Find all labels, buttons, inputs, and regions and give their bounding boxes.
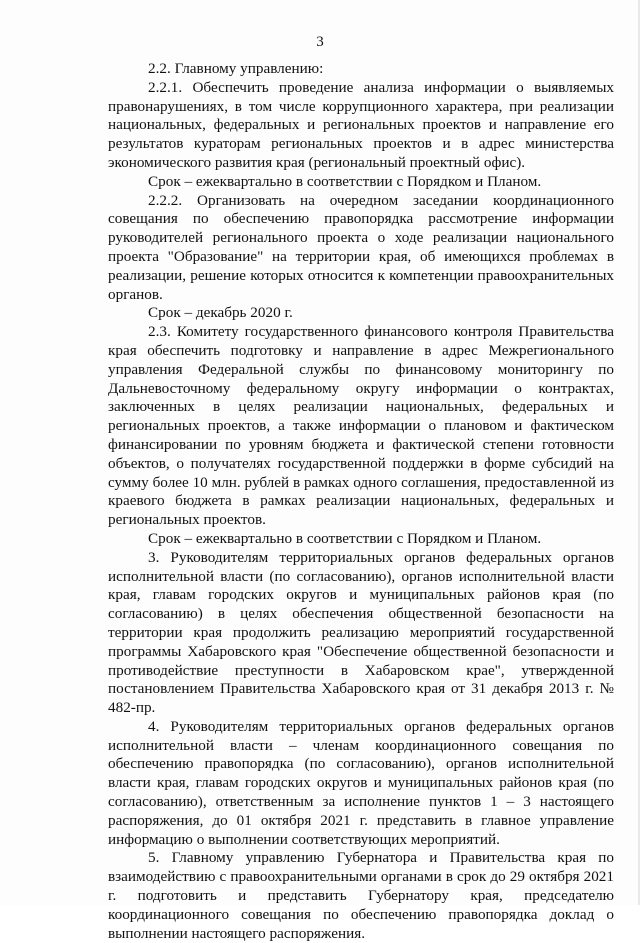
deadline-december-2020: Срок – декабрь 2020 г. bbox=[148, 304, 293, 322]
paragraph-2-2-2: 2.2.2. Организовать на очередном заседании координационного совещания по обеспечению правопорядка рассмотрение информации руководителей регионального проекта о ходе реализации национального проекта "Образование" на территории края, об имеющихся проблемах в реализации, решение которых относится к компетенции правоохранительных органов. bbox=[108, 191, 614, 303]
paragraph-2-3: 2.3. Комитету государственного финансового контроля Правительства края обеспечить подготовку и направление в адрес Межрегионального управления Федеральной службы по финансовому мониторингу по Дальневосточному федеральному округу информации о контрактах, заключенных в целях реализации национальных, федеральных и региональных проектов, а также информации о плановом и фактическом финансировании по уровням бюджета и фактической степени готовности объектов, о получателях государственной поддержки в форме субсидий на сумму более 10 млн. рублей в рамках одного соглашения, предоставленной из краевого бюджета в рамках реализации национальных, федеральных и региональных проектов. bbox=[108, 323, 614, 529]
paragraph-2-2-1: 2.2.1. Обеспечить проведение анализа информации о выявляемых правонарушениях, в том числе коррупционного характера, при реализации национальных, федеральных и региональных проектов и направление его результатов кураторам региональных проектов и в адрес министерства экономического развития края (региональный проектный офис). bbox=[108, 78, 614, 171]
paragraph-2-2: 2.2. Главному управлению: bbox=[148, 60, 324, 77]
document-body bbox=[108, 60, 614, 943]
page-number: 3 bbox=[316, 34, 324, 50]
paragraph-3: 3. Руководителям территориальных органов федеральных органов исполнительной власти (по согласованию), органов исполнительной власти края, главам городских округов и муниципальных районов края (по согласованию) в целях обеспечения общественной безопасности на территории края продолжить реализацию мероприятий государственной программы Хабаровского края "Обеспечение общественной безопасности и противодействие преступности в Хабаровском крае", утвержденной постановлением Правительства Хабаровского края от 31 декабря 2013 г. № 482-пр. bbox=[108, 548, 614, 717]
paragraph-5: 5. Главному управлению Губернатора и Правительства края по взаимодействию с правоохранительными органами в срок до 29 октября 2021 г. подготовить и представить Губернатору края, председателю координационного совещания по обеспечению правопорядка доклад о выполнении настоящего распоряжения. bbox=[108, 849, 614, 942]
deadline-quarterly-2: Срок – ежеквартально в соответствии с Порядком и Планом. bbox=[148, 529, 542, 547]
paragraph-4: 4. Руководителям территориальных органов федеральных органов исполнительной власти – членам координационного совещания по обеспечению правопорядка (по согласованию), органов исполнительной власти края, главам городских округов и муниципальных районов края (по согласованию), ответственным за исполнение пунктов 1 – 3 настоящего распоряжения, до 01 октября 2021 г. представить в главное управление информацию о выполнении соответствующих мероприятий. bbox=[108, 717, 614, 848]
deadline-quarterly-1: Срок – ежеквартально в соответствии с Порядком и Планом. bbox=[148, 172, 542, 190]
